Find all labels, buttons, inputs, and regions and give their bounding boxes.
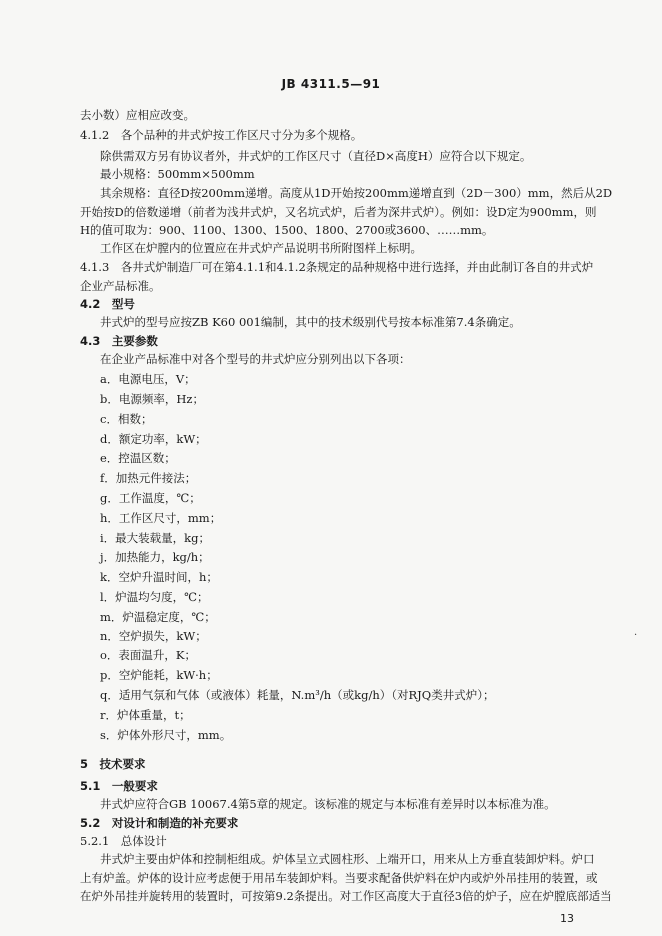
list-item: b．电源频率，Hz； <box>100 392 204 406</box>
list-item: i．最大装载量，kg； <box>100 531 211 545</box>
text-line: 开始按D的倍数递增（前者为浅井式炉，又名坑式炉，后者为深井式炉）。例如：设D定为900mm，则 <box>80 205 597 219</box>
list-item: e．控温区数； <box>100 451 176 465</box>
scan-mark: · <box>634 630 638 641</box>
list-item: o．表面温升，K； <box>100 648 197 662</box>
list-item: r．炉体重量，t； <box>100 708 191 722</box>
text-line: 工作区在炉膛内的位置应在井式炉产品说明书所附图样上标明。 <box>100 241 422 255</box>
standard-header: JB 4311.5—91 <box>281 77 381 91</box>
list-item: c．相数； <box>100 412 153 426</box>
text-line: 井式炉的型号应按ZB K60 001编制，其中的技术级别代号按本标准第7.4条确定。 <box>100 315 521 329</box>
list-item: j．加热能力，kg/h； <box>100 550 210 564</box>
list-item: m．炉温稳定度，℃； <box>100 610 216 624</box>
section-5-heading: 5 技术要求 <box>80 757 146 771</box>
clause-5-2-1: 5.2.1 总体设计 <box>80 834 167 848</box>
text-line: 井式炉主要由炉体和控制柜组成。炉体呈立式圆柱形、上端开口，用来从上方垂直装卸炉料。炉口 <box>100 852 595 866</box>
list-item: p．空炉能耗，kW·h； <box>100 668 218 682</box>
text-line: 企业产品标准。 <box>80 279 161 293</box>
section-5-2-heading: 5.2 对设计和制造的补充要求 <box>80 816 239 830</box>
list-item: k．空炉升温时间，h； <box>100 570 218 584</box>
list-item: l．炉温均匀度，℃； <box>100 590 209 604</box>
list-item: q．适用气氛和气体（或液体）耗量，N.m³/h（或kg/h）（对RJQ类井式炉）； <box>100 688 495 702</box>
list-item: g．工作温度，℃； <box>100 491 201 505</box>
section-4-3-heading: 4.3 主要参数 <box>80 334 158 348</box>
list-item: n．空炉损失，kW； <box>100 629 207 643</box>
page-number: 13 <box>560 912 574 925</box>
list-item: a．电源电压，V； <box>100 372 196 386</box>
list-item: s．炉体外形尺寸，mm。 <box>100 728 232 742</box>
text-line: H的值可取为：900、1100、1300、1500、1800、2700或3600、……mm。 <box>80 223 494 237</box>
text-line: 在炉外吊挂并旋转用的装置时，可按第9.2条提出。对工作区高度大于直径3倍的炉子，应在炉膛底部适当 <box>80 889 612 903</box>
text-line: 在企业产品标准中对各个型号的井式炉应分别列出以下各项： <box>100 352 411 366</box>
section-4-2-heading: 4.2 型号 <box>80 297 135 311</box>
text-line: 最小规格：500mm×500mm <box>100 167 255 181</box>
text-line: 上有炉盖。炉体的设计应考虑便于用吊车装卸炉料。当要求配备供炉料在炉内或炉外吊挂用的装置，或 <box>80 871 598 885</box>
clause-4-1-2: 4.1.2 各个品种的井式炉按工作区尺寸分为多个规格。 <box>80 128 363 142</box>
text-line: 去小数）应相应改变。 <box>80 108 195 122</box>
text-line: 其余规格：直径D按200mm递增。高度从1D开始按200mm递增直到（2D－300）mm，然后从2D <box>100 186 613 200</box>
list-item: d．额定功率，kW； <box>100 432 207 446</box>
section-5-1-heading: 5.1 一般要求 <box>80 779 158 793</box>
list-item: h．工作区尺寸，mm； <box>100 511 222 525</box>
list-item: f．加热元件接法； <box>100 471 197 485</box>
text-line: 除供需双方另有协议者外，井式炉的工作区尺寸（直径D×高度H）应符合以下规定。 <box>100 149 532 163</box>
text-line: 井式炉应符合GB 10067.4第5章的规定。该标准的规定与本标准有差异时以本标准为准。 <box>100 797 556 811</box>
clause-4-1-3: 4.1.3 各井式炉制造厂可在第4.1.1和4.1.2条规定的品种规格中进行选择，并由此制订各自的井式炉 <box>80 260 594 274</box>
